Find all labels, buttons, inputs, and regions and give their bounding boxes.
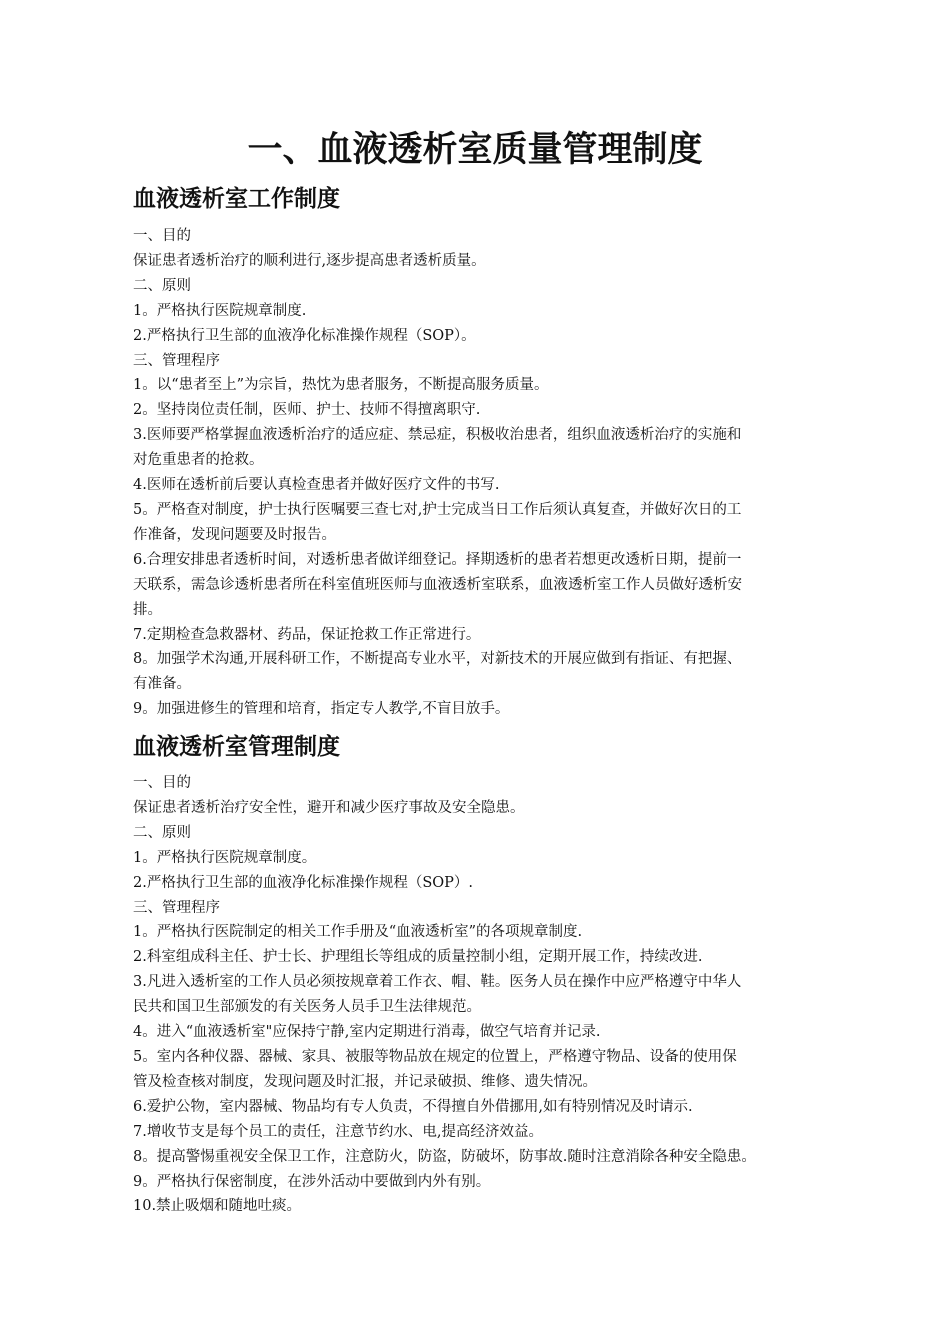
body-line: 1。严格执行医院规章制度. xyxy=(133,302,307,319)
body-line: 二、原则 xyxy=(133,824,191,841)
body-line: 作准备，发现问题要及时报告。 xyxy=(133,526,336,543)
section-body-work-system xyxy=(133,224,845,722)
body-line: 8。加强学术沟通,开展科研工作，不断提高专业水平，对新技术的开展应做到有指证、有把握、 xyxy=(133,651,742,668)
body-line: 三、管理程序 xyxy=(133,352,220,369)
body-line: 6.爱护公物，室内器械、物品均有专人负责，不得擅自外借挪用,如有特别情况及时请示. xyxy=(133,1098,693,1115)
body-line: 2.严格执行卫生部的血液净化标准操作规程（SOP）。 xyxy=(133,327,476,344)
body-line: 一、目的 xyxy=(133,228,191,244)
body-line: 2.严格执行卫生部的血液净化标准操作规程（SOP）. xyxy=(133,874,474,891)
body-line: 7.定期检查急救器材、药品，保证抢救工作正常进行。 xyxy=(133,626,481,643)
body-line: 1。严格执行医院规章制度。 xyxy=(133,849,317,866)
body-line: 排。 xyxy=(133,601,162,618)
body-line: 1。严格执行医院制定的相关工作手册及“血液透析室”的各项规章制度. xyxy=(133,924,583,941)
body-line: 8。提高警惕重视安全保卫工作，注意防火，防盗，防破坏，防事故.随时注意消除各种安全隐患。 xyxy=(133,1148,756,1165)
body-line: 三、管理程序 xyxy=(133,899,220,916)
body-line: 9。严格执行保密制度，在涉外活动中要做到内外有别。 xyxy=(133,1173,491,1190)
document-title: 一、血液透析室质量管理制度 xyxy=(247,130,703,170)
body-line: 民共和国卫生部颁发的有关医务人员手卫生法律规范。 xyxy=(133,999,481,1016)
body-line: 5。严格查对制度，护士执行医嘱要三查七对,护士完成当日工作后须认真复查，并做好次日的工 xyxy=(133,501,742,518)
body-line: 保证患者透析治疗的顺利进行,逐步提高患者透析质量。 xyxy=(133,252,486,269)
section-body-management-system xyxy=(133,771,845,1219)
body-line: 3.凡进入透析室的工作人员必须按规章着工作衣、帽、鞋。医务人员在操作中应严格遵守中华人 xyxy=(133,974,742,991)
body-line: 有准备。 xyxy=(133,676,191,693)
body-line: 二、原则 xyxy=(133,277,191,294)
body-line: 3.医师要严格掌握血液透析治疗的适应症、禁忌症，积极收治患者，组织血液透析治疗的实施和 xyxy=(133,427,742,444)
body-line: 天联系，需急诊透析患者所在科室值班医师与血液透析室联系，血液透析室工作人员做好透析安 xyxy=(133,576,742,593)
body-line: 一、目的 xyxy=(133,775,191,791)
body-line: 9。加强进修生的管理和培育，指定专人教学,不盲目放手。 xyxy=(133,701,510,718)
body-line: 1。以“患者至上”为宗旨，热忱为患者服务，不断提高服务质量。 xyxy=(133,377,549,394)
body-line: 管及检查核对制度，发现问题及时汇报，并记录破损、维修、遗失情况。 xyxy=(133,1073,597,1090)
body-line: 对危重患者的抢救。 xyxy=(133,452,264,469)
body-line: 4.医师在透析前后要认真检查患者并做好医疗文件的书写. xyxy=(133,477,500,494)
section-heading-work-system: 血液透析室工作制度 xyxy=(133,186,340,212)
body-line: 保证患者透析治疗安全性，避开和减少医疗事故及安全隐患。 xyxy=(133,799,525,816)
body-line: 6.合理安排患者透析时间，对透析患者做详细登记。择期透析的患者若想更改透析日期，提前一 xyxy=(133,551,742,568)
body-line: 5。室内各种仪器、器械、家具、被服等物品放在规定的位置上，严格遵守物品、设备的使用保 xyxy=(133,1048,737,1065)
body-line: 10.禁止吸烟和随地吐痰。 xyxy=(133,1198,302,1215)
body-line: 2。坚持岗位责任制，医师、护士、技师不得擅离职守. xyxy=(133,402,481,419)
section-heading-management-system: 血液透析室管理制度 xyxy=(133,734,340,760)
body-line: 7.增收节支是每个员工的责任，注意节约水、电,提高经济效益。 xyxy=(133,1123,543,1140)
body-line: 2.科室组成科主任、护士长、护理组长等组成的质量控制小组，定期开展工作，持续改进. xyxy=(133,949,703,966)
body-line: 4。进入“血液透析室"应保持宁静,室内定期进行消毒，做空气培育并记录. xyxy=(133,1024,601,1041)
